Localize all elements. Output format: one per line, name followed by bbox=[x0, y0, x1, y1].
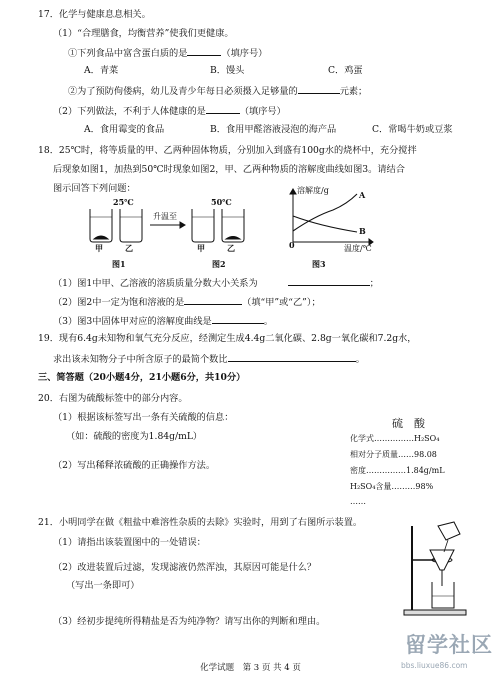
fig1-label-jia: 甲 bbox=[95, 243, 103, 253]
fig2-temperature: 50℃ bbox=[211, 197, 232, 207]
curve-b bbox=[293, 216, 357, 232]
heat-arrow bbox=[150, 222, 185, 228]
fig-arrow-text: 升温至 bbox=[153, 212, 177, 221]
fig2-caption: 图2 bbox=[212, 259, 226, 269]
q20-line4: （2）写出稀释浓硫酸的正确操作方法。 bbox=[53, 460, 216, 471]
answer-blank bbox=[212, 314, 264, 324]
answer-blank bbox=[206, 104, 240, 114]
answer-blank bbox=[298, 84, 340, 94]
q17-s2-opt-b: B．食用甲醛溶液浸泡的海产品 bbox=[210, 124, 337, 135]
q18-a2: （2）图2中一定为饱和溶液的是 （填“甲”或“乙”）； bbox=[53, 297, 321, 308]
q17-s1a: ①下列食品中富含蛋白质的是 （填序号） bbox=[68, 48, 268, 59]
q19-line1: 19．现有6.4g未知物和氧气充分反应，经测定生成4.4g二氧化碳、2.8g一氧化碳和7.2g水， bbox=[38, 333, 417, 344]
fig3-curve-a-label: A bbox=[359, 190, 366, 200]
section-3-title: 三、简答题（20小题4分，21小题6分，共10分） bbox=[38, 372, 246, 383]
q20-line3: （如：硫酸的密度为1.84g/mL） bbox=[66, 431, 203, 442]
fig3-x-label: 温度/℃ bbox=[344, 244, 372, 253]
fig3-curve-b-label: B bbox=[359, 226, 366, 236]
watermark-url: bbs.liuxue86.com bbox=[401, 661, 468, 670]
fig3-y-label: 溶解度/g bbox=[297, 186, 329, 195]
fig1-caption: 图1 bbox=[112, 259, 126, 269]
fig3-origin: 0 bbox=[289, 240, 295, 250]
fig1-beaker-yi bbox=[120, 209, 142, 242]
fig1-temperature: 25℃ bbox=[113, 197, 134, 207]
watermark-logo bbox=[397, 626, 493, 674]
label-formula: 化学式……………H₂SO₄ bbox=[350, 434, 440, 443]
q17-s2-opt-c: C．常喝牛奶或豆浆 bbox=[372, 124, 453, 135]
q18-a3: （3）图3中固体甲对应的溶解度曲线是 。 bbox=[53, 316, 273, 327]
fig2-label-jia: 甲 bbox=[197, 243, 205, 253]
label-content: H₂SO₄含量………98% bbox=[350, 482, 434, 491]
q17-s1a-opt-c: C．鸡蛋 bbox=[328, 65, 363, 76]
fig2-beaker-yi bbox=[222, 209, 244, 242]
q20-line2: （1）根据该标签写出一条有关硫酸的信息： bbox=[53, 412, 234, 423]
q17-s1a-opt-a: A．青菜 bbox=[84, 65, 119, 76]
q21-line3: （2）改进装置后过滤，发现滤液仍然浑浊，其原因可能是什么？ bbox=[53, 562, 317, 573]
filtration-apparatus-figure bbox=[398, 520, 478, 620]
q17-s2-opt-a: A．食用霉变的食品 bbox=[84, 124, 165, 135]
label-density: 密度……………1.84g/mL bbox=[350, 466, 445, 475]
q17-s1: （1）“合理膳食，均衡营养”使我们更健康。 bbox=[53, 28, 234, 39]
q17-s2: （2）下列做法，不利于人体健康的是 （填序号） bbox=[53, 106, 286, 117]
sulfuric-acid-label bbox=[350, 415, 470, 506]
q18-line3: 图示回答下列问题： bbox=[53, 183, 136, 194]
q18-line2: 后现象如图1，加热到50℃时现象如图2，甲、乙两种物质的溶解度曲线如图3。请结合 bbox=[53, 164, 405, 175]
fig2-beaker-jia bbox=[192, 209, 214, 242]
q17-title: 17．化学与健康息息相关。 bbox=[38, 9, 151, 20]
pouring-beaker bbox=[438, 522, 460, 540]
fig2-label-yi: 乙 bbox=[227, 243, 235, 253]
q20-line1: 20．右图为硫酸标签中的部分内容。 bbox=[38, 393, 188, 404]
fig1-beaker-jia bbox=[90, 209, 112, 242]
watermark-text: 留学社区 bbox=[405, 633, 493, 657]
answer-blank bbox=[288, 276, 370, 286]
label-title: 硫 酸 bbox=[392, 417, 425, 430]
q17-s1a-opt-b: B．馒头 bbox=[210, 65, 245, 76]
label-molar-mass: 相对分子质量……98.08 bbox=[350, 450, 437, 459]
fig1-label-yi: 乙 bbox=[125, 243, 133, 253]
answer-blank bbox=[184, 295, 242, 305]
q21-line1: 21．小明同学在做《粗盐中难溶性杂质的去除》实验时，用到了右图所示装置。 bbox=[38, 517, 363, 528]
receiving-beaker bbox=[432, 582, 454, 608]
q21-line2: （1）请指出该装置图中的一处错误： bbox=[53, 537, 206, 548]
page-footer: 化学试题 第 3 页 共 4 页 bbox=[200, 663, 301, 673]
q21-line4: （写出一条即可） bbox=[66, 580, 140, 591]
answer-blank bbox=[187, 46, 221, 56]
fig3-caption: 图3 bbox=[312, 259, 326, 269]
answer-blank bbox=[228, 352, 356, 362]
q17-s1b: ②为了预防佝偻病，幼儿及青少年每日必须摄入足够量的 元素； bbox=[68, 86, 368, 97]
q21-line5: （3）经初步提纯所得精盐是否为纯净物？请写出你的判断和理由。 bbox=[53, 616, 326, 627]
q19-line2: 求出该未知物分子中所含原子的最简个数比 。 bbox=[53, 354, 365, 365]
stand-base bbox=[404, 610, 466, 615]
label-ellipsis: …… bbox=[350, 497, 366, 506]
q18-line1: 18．25℃时，将等质量的甲、乙两种固体物质，分别加入到盛有100g水的烧杯中，充分搅拌 bbox=[38, 145, 417, 156]
q18-a1: （1）图1中甲、乙溶液的溶质质量分数大小关系为 ； bbox=[53, 278, 379, 289]
